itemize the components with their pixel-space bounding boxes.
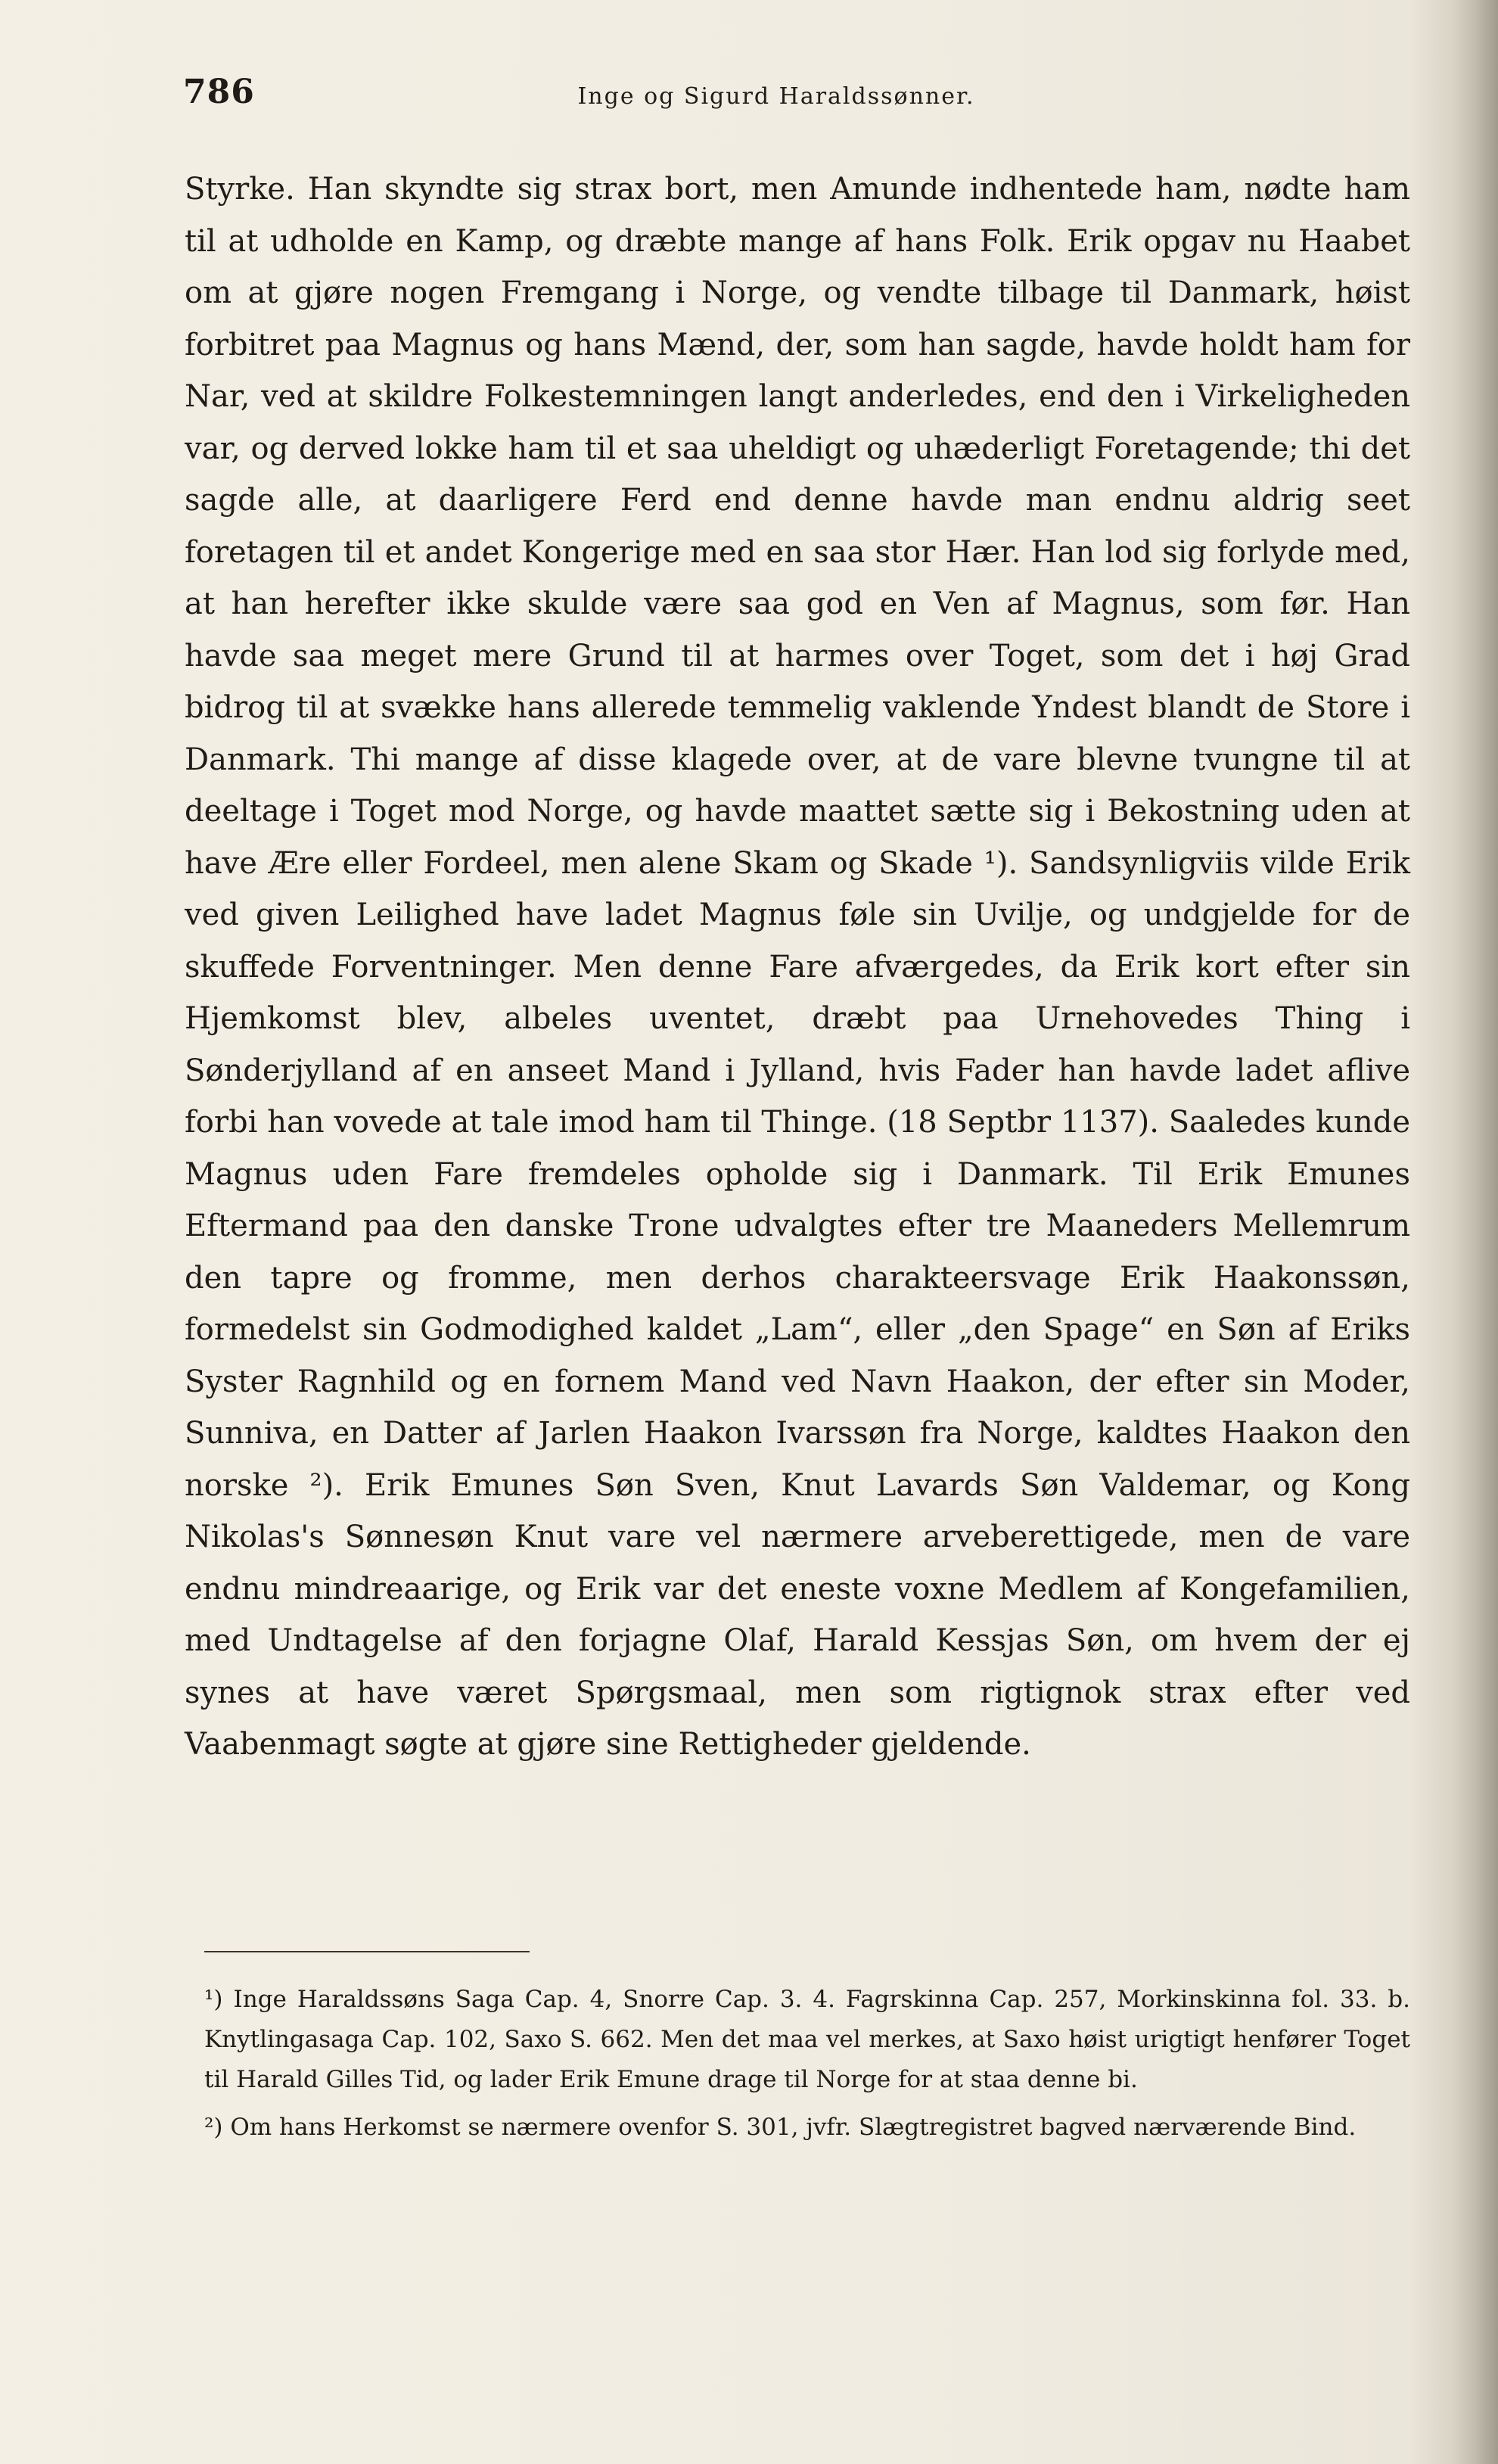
footnote-1-marker: ¹) xyxy=(204,1986,223,2013)
footnotes xyxy=(204,1980,1410,2155)
page-number: 786 xyxy=(183,73,255,111)
page-edge-shadow xyxy=(1453,0,1498,2464)
footnote-2-text: Om hans Herkomst se nærmere ovenfor S. 301, jvfr. Slægtregistret bagved nærværende Bind. xyxy=(230,2114,1357,2141)
footnote-rule xyxy=(204,1951,530,1952)
footnote-1-text: Inge Haraldssøns Saga Cap. 4, Snorre Cap. 3. 4. Fagrskinna Cap. 257, Morkinskinna fol. 33. b. Knytlingasaga Cap. 102, Saxo S. 662. Men det maa vel merkes, at Saxo høist urigtigt henfører Toget til Harald Gilles Tid, og lader Erik Emune drage til Norge for at staa denne bi. xyxy=(204,1986,1410,2093)
main-text xyxy=(185,163,1410,1771)
page-header xyxy=(179,73,1374,126)
running-title: Inge og Sigurd Haraldssønner. xyxy=(577,83,975,110)
footnote-2-marker: ²) xyxy=(204,2114,223,2141)
footnote-2 xyxy=(204,2108,1410,2148)
body-paragraph: Styrke. Han skyndte sig strax bort, men Amunde indhentede ham, nødte ham til at udholde en Kamp, og dræbte mange af hans Folk. Erik opgav nu Haabet om at gjøre nogen Fremgang i Norge, og vendte tilbage til Danmark, høist forbitret paa Magnus og hans Mænd, der, som han sagde, havde holdt ham for Nar, ved at skildre Folkestemningen langt anderledes, end den i Virkeligheden var, og derved lokke ham til et saa uheldigt og uhæderligt Foretagende; thi det sagde alle, at daarligere Ferd end denne havde man endnu aldrig seet foretagen til et andet Kongerige med en saa stor Hær. Han lod sig forlyde med, at han herefter ikke skulde være saa god en Ven af Magnus, som før. Han havde saa meget mere Grund til at harmes over Toget, som det i høj Grad bidrog til at svække hans allerede temmelig vaklende Yndest blandt de Store i Danmark. Thi mange af disse klagede over, at de vare blevne tvungne til at deeltage i Toget mod Norge, og havde maattet sætte sig i Bekostning uden at have Ære eller Fordeel, men alene Skam og Skade ¹). Sandsynligviis vilde Erik ved given Leilighed have ladet Magnus føle sin Uvilje, og undgjelde for de skuffede Forventninger. Men denne Fare afværgedes, da Erik kort efter sin Hjemkomst blev, albeles uventet, dræbt paa Urnehovedes Thing i Sønderjylland af en anseet Mand i Jylland, hvis Fader han havde ladet aflive forbi han vovede at tale imod ham til Thinge. (18 Septbr 1137). Saaledes kunde Magnus uden Fare fremdeles opholde sig i Danmark. Til Erik Emunes Eftermand paa den danske Trone udvalgtes efter tre Maaneders Mellemrum den tapre og fromme, men derhos charakteersvage Erik Haakonssøn, formedelst sin Godmodighed kaldet „Lam“, eller „den Spage“ en Søn af Eriks Syster Ragnhild og en fornem Mand ved Navn Haakon, der efter sin Moder, Sunniva, en Datter af Jarlen Haakon Ivarssøn fra Norge, kaldtes Haakon den norske ²). Erik Emunes Søn Sven, Knut Lavards Søn Valdemar, og Kong Nikolas's Sønnesøn Knut vare vel nærmere arveberettigede, men de vare endnu mindreaarige, og Erik var det eneste voxne Medlem af Kongefamilien, med Undtagelse af den forjagne Olaf, Harald Kessjas Søn, om hvem der ej synes at have været Spørgsmaal, men som rigtignok strax efter ved Vaabenmagt søgte at gjøre sine Rettigheder gjeldende. xyxy=(185,172,1410,1762)
footnote-1 xyxy=(204,1980,1410,2100)
